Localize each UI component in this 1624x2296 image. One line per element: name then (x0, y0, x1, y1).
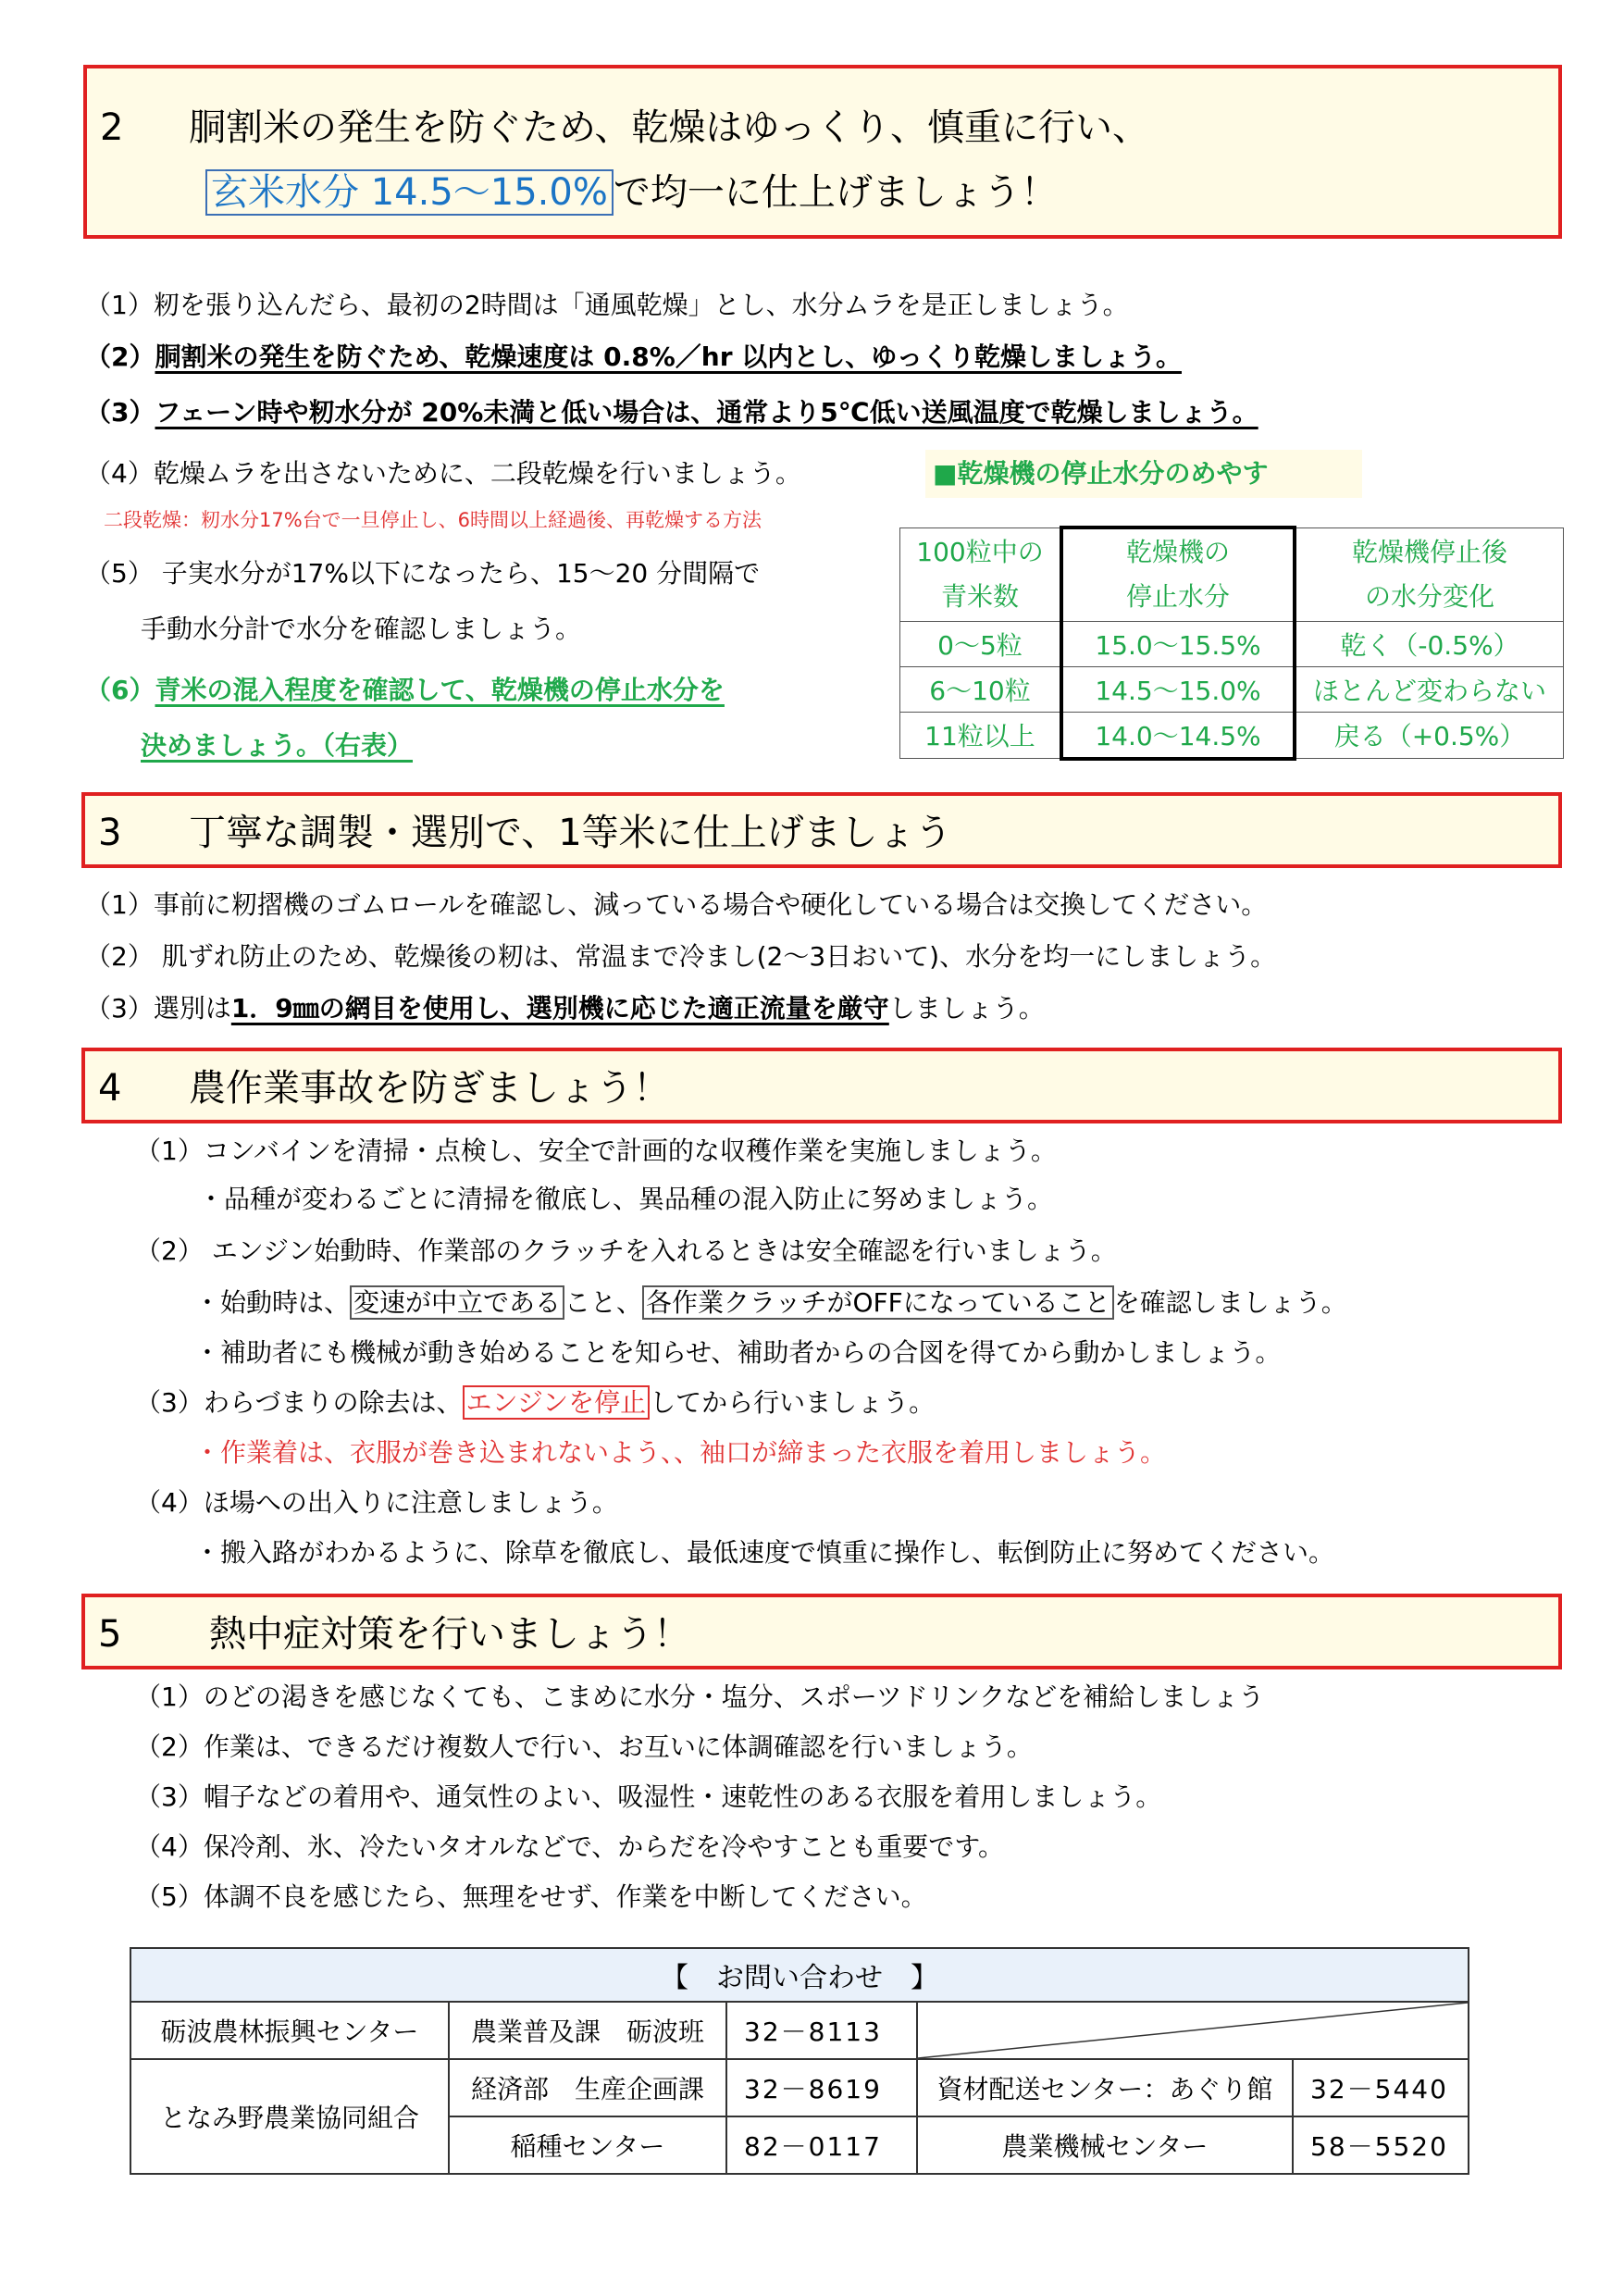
s3-item-1: （1）事前に籾摺機のゴムロールを確認し、減っている場合や硬化している場合は交換してください。 (85, 889, 1268, 920)
s5-item-4: （4）保冷剤、氷、冷たいタオルなどで、からだを冷やすことも重要です。 (135, 1831, 1005, 1862)
contact-org-toyama: 砺波農林振興センター (130, 2002, 449, 2059)
moisture-table-cell: 11粒以上 (900, 712, 1062, 759)
moisture-table-header-2: 乾燥機の 停止水分 (1061, 527, 1295, 621)
s2-item-2-prefix: （2） (85, 341, 155, 372)
contact-tel: 32－5440 (1293, 2059, 1469, 2116)
contact-dept: 農業普及課 砺波班 (449, 2002, 726, 2059)
s2-item-4: （4）乾燥ムラを出さないために、二段乾燥を行いましょう。 (85, 458, 801, 489)
contact-dept: 資材配送センター：あぐり館 (917, 2059, 1293, 2116)
diagonal-line (918, 2003, 1468, 2058)
s3-item-3-suffix: しましょう。 (888, 993, 1045, 1024)
contact-table (130, 1947, 1469, 2175)
contact-tel: 58－5520 (1293, 2116, 1469, 2174)
section5-number: 5 (98, 1613, 122, 1656)
s3-item-3 (85, 993, 1045, 1024)
s4-item-3 (135, 1387, 936, 1418)
section5-title: 熱中症対策を行いましょう！ (209, 1613, 690, 1656)
s2-item-3 (85, 397, 1258, 428)
s4-item-2a-part: こと、 (564, 1287, 643, 1318)
moisture-table (899, 526, 1564, 761)
contact-dept: 稲種センター (449, 2116, 726, 2174)
s2-item-3-prefix: （3） (85, 397, 155, 428)
s2-item-4-note: 二段乾燥：籾水分17%台で一旦停止し、6時間以上経過後、再乾燥する方法 (104, 509, 762, 531)
s5-item-3: （3）帽子などの着用や、通気性のよい、吸湿性・速乾性のある衣服を着用しましょう。 (135, 1781, 1162, 1812)
moisture-table-cell: 戻る（+0.5%） (1295, 712, 1564, 759)
s3-item-2: （2） 肌ずれ防止のため、乾燥後の籾は、常温まで冷まし(2～3日おいて)、水分を均一にしましょう。 (85, 941, 1277, 972)
contact-org-ja: となみ野農業協同組合 (130, 2059, 449, 2174)
moisture-table-cell: 14.5～15.0% (1061, 666, 1295, 712)
s4-item-2a-part: を確認しましょう。 (1113, 1287, 1347, 1318)
s4-item-4a: ・搬入路がわかるように、除草を徹底し、最低速度で慎重に操作し、転倒防止に努めてください。 (194, 1537, 1335, 1568)
moisture-table-cell: ほとんど変わらない (1295, 666, 1564, 712)
s2-item-2-text: 胴割米の発生を防ぐため、乾燥速度は 0.8%／hr 以内とし、ゆっくり乾燥しましょう。 (155, 341, 1182, 372)
s2-item-1: （1）籾を張り込んだら、最初の2時間は「通風乾燥」とし、水分ムラを是正しましょう。 (85, 290, 1129, 320)
contact-dept: 農業機械センター (917, 2116, 1293, 2174)
s4-item-2a (194, 1287, 1347, 1318)
s2-item-6-line1 (85, 677, 725, 703)
contact-tel: 32－8619 (726, 2059, 917, 2116)
stop-engine-note: エンジンを停止 (463, 1385, 651, 1420)
s4-item-1: （1）コンバインを清掃・点検し、安全で計画的な収穫作業を実施しましょう。 (135, 1136, 1057, 1166)
s5-item-2: （2）作業は、できるだけ複数人で行い、お互いに体調確認を行いましょう。 (135, 1731, 1033, 1762)
moisture-table-header-1: 100粒中の 青米数 (900, 527, 1062, 621)
contact-empty-cell (917, 2002, 1469, 2059)
contact-tel: 82－0117 (726, 2116, 917, 2174)
s2-item-6-prefix: （6） (85, 675, 155, 705)
clutch-off-note: 各作業クラッチがOFFになっていること (642, 1285, 1114, 1320)
section3-title: 丁寧な調製・選別で、1等米に仕上げましょう (189, 812, 952, 854)
section4-header (81, 1048, 1562, 1123)
moisture-table-cell: 6～10粒 (900, 666, 1062, 712)
moisture-table-header-3: 乾燥機停止後 の水分変化 (1295, 527, 1564, 621)
section2-title-line2 (205, 171, 1058, 214)
moisture-table-title: ■乾燥機の停止水分のめやす (925, 450, 1362, 498)
s4-item-3a: ・作業着は、衣服が巻き込まれないよう、、袖口が締まった衣服を着用しましょう。 (194, 1437, 1167, 1468)
s4-item-2a-part: ・始動時は、 (194, 1287, 351, 1318)
section4-number: 4 (98, 1067, 122, 1110)
section2-title-line2-rest: で均一に仕上げましょう！ (613, 171, 1058, 214)
section2-title-line1: 胴割米の発生を防ぐため、乾燥はゆっくり、慎重に行い、 (189, 106, 1149, 149)
s2-item-5-line2: 手動水分計で水分を確認しましょう。 (141, 614, 582, 644)
s4-item-2b: ・補助者にも機械が動き始めることを知らせ、補助者からの合図を得てから動かしましょう。 (194, 1337, 1282, 1368)
s4-item-4: （4）ほ場への出入りに注意しましょう。 (135, 1487, 618, 1518)
s3-item-3-emphasis: 1．9㎜の網目を使用し、選別機に応じた適正流量を厳守 (230, 993, 889, 1024)
section2-header (83, 65, 1562, 239)
moisture-table-cell: 15.0～15.5% (1061, 621, 1295, 666)
contact-header: 【 お問い合わせ 】 (130, 1948, 1469, 2002)
s4-item-2: （2） エンジン始動時、作業部のクラッチを入れるときは安全確認を行いましょう。 (135, 1235, 1117, 1266)
s4-item-3-part: （3）わらづまりの除去は、 (135, 1387, 463, 1418)
s4-item-3-part: してから行いましょう。 (650, 1387, 936, 1418)
moisture-table-cell: 0～5粒 (900, 621, 1062, 666)
s5-item-1: （1）のどの渇きを感じなくても、こまめに水分・塩分、スポーツドリンクなどを補給しましょう (135, 1682, 1265, 1712)
s2-item-6-line2: 決めましょう。（右表） (141, 730, 414, 761)
s2-item-2 (85, 341, 1182, 372)
section3-number: 3 (98, 812, 122, 854)
contact-dept: 経済部 生産企画課 (449, 2059, 726, 2116)
section2-number: 2 (100, 106, 124, 149)
section5-header (81, 1594, 1562, 1669)
s2-item-5-line1: （5） 子実水分が17%以下になったら、15～20 分間隔で (85, 558, 761, 589)
s5-item-5: （5）体調不良を感じたら、無理をせず、作業を中断してください。 (135, 1881, 927, 1912)
s2-item-3-text: フェーン時や籾水分が 20%未満と低い場合は、通常より5℃低い送風温度で乾燥しましょう。 (155, 397, 1258, 428)
s2-item-6-text: 青米の混入程度を確認して、乾燥機の停止水分を (155, 675, 725, 705)
moisture-highlight: 玄米水分 14.5～15.0% (205, 169, 614, 216)
section3-header (81, 792, 1562, 868)
s3-item-3-prefix: （3）選別は (85, 993, 231, 1024)
moisture-table-cell: 乾く（-0.5%） (1295, 621, 1564, 666)
neutral-gear-note: 変速が中立である (350, 1285, 564, 1320)
contact-tel: 32－8113 (726, 2002, 917, 2059)
s4-item-1a: ・品種が変わるごとに清掃を徹底し、異品種の混入防止に努めましょう。 (198, 1184, 1054, 1214)
moisture-table-cell: 14.0～14.5% (1061, 712, 1295, 759)
section4-title: 農作業事故を防ぎましょう！ (189, 1067, 670, 1110)
